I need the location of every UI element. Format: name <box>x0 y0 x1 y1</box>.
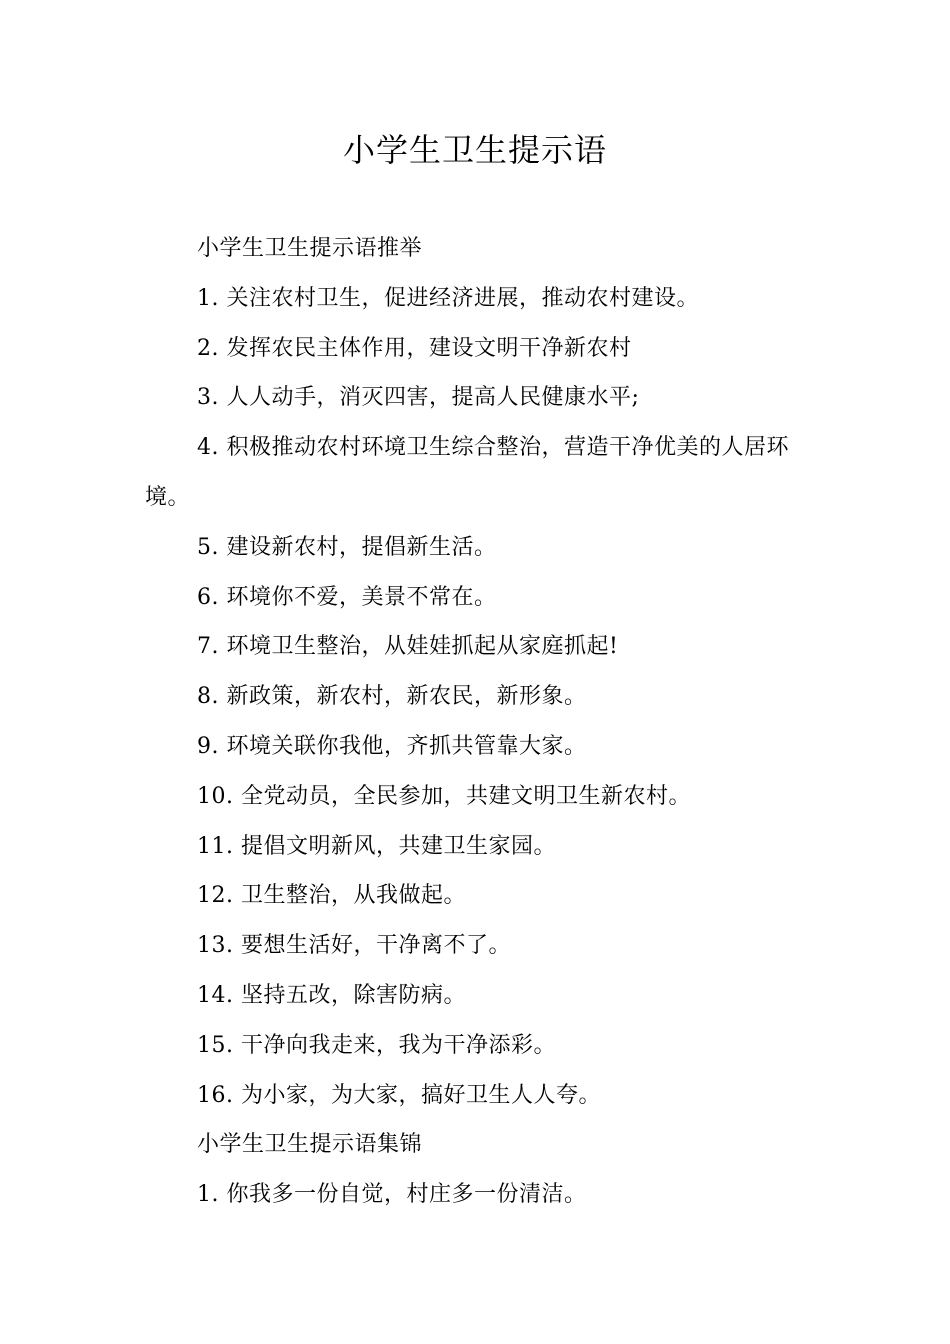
slogan-item: 6. 环境你不爱，美景不常在。 <box>197 584 497 610</box>
slogan-item: 16. 为小家，为大家，搞好卫生人人夸。 <box>197 1082 601 1108</box>
slogan-item: 14. 坚持五改，除害防病。 <box>197 982 466 1008</box>
slogan-item: 9. 环境关联你我他，齐抓共管靠大家。 <box>197 733 587 759</box>
slogan-item: 12. 卫生整治，从我做起。 <box>197 883 466 909</box>
slogan-item: 7. 环境卫生整治，从娃娃抓起从家庭抓起! <box>197 634 619 660</box>
slogan-item: 11. 提倡文明新风，共建卫生家园。 <box>197 833 556 859</box>
section-heading-collection: 小学生卫生提示语集锦 <box>197 1132 423 1158</box>
slogan-item: 1. 你我多一份自觉，村庄多一份清洁。 <box>197 1182 587 1208</box>
slogan-item: 5. 建设新农村，提倡新生活。 <box>197 534 497 560</box>
document-title: 小学生卫生提示语 <box>342 131 607 169</box>
section-heading-recommend: 小学生卫生提示语推举 <box>197 236 423 261</box>
slogan-item: 13. 要想生活好，干净离不了。 <box>197 933 511 959</box>
slogan-item: 1. 关注农村卫生，促进经济进展，推动农村建设。 <box>197 285 699 311</box>
slogan-item: 4. 积极推动农村环境卫生综合整治，营造干净优美的人居环境。 <box>145 435 789 510</box>
slogan-item: 10. 全党动员，全民参加，共建文明卫生新农村。 <box>197 783 691 809</box>
slogan-item: 3. 人人动手，消灭四害，提高人民健康水平; <box>197 385 640 411</box>
slogan-item: 2. 发挥农民主体作用，建设文明干净新农村 <box>197 335 632 361</box>
slogan-item: 8. 新政策，新农村，新农民，新形象。 <box>197 684 587 710</box>
document-body <box>145 224 815 1220</box>
slogan-item: 15. 干净向我走来，我为干净添彩。 <box>197 1032 556 1058</box>
